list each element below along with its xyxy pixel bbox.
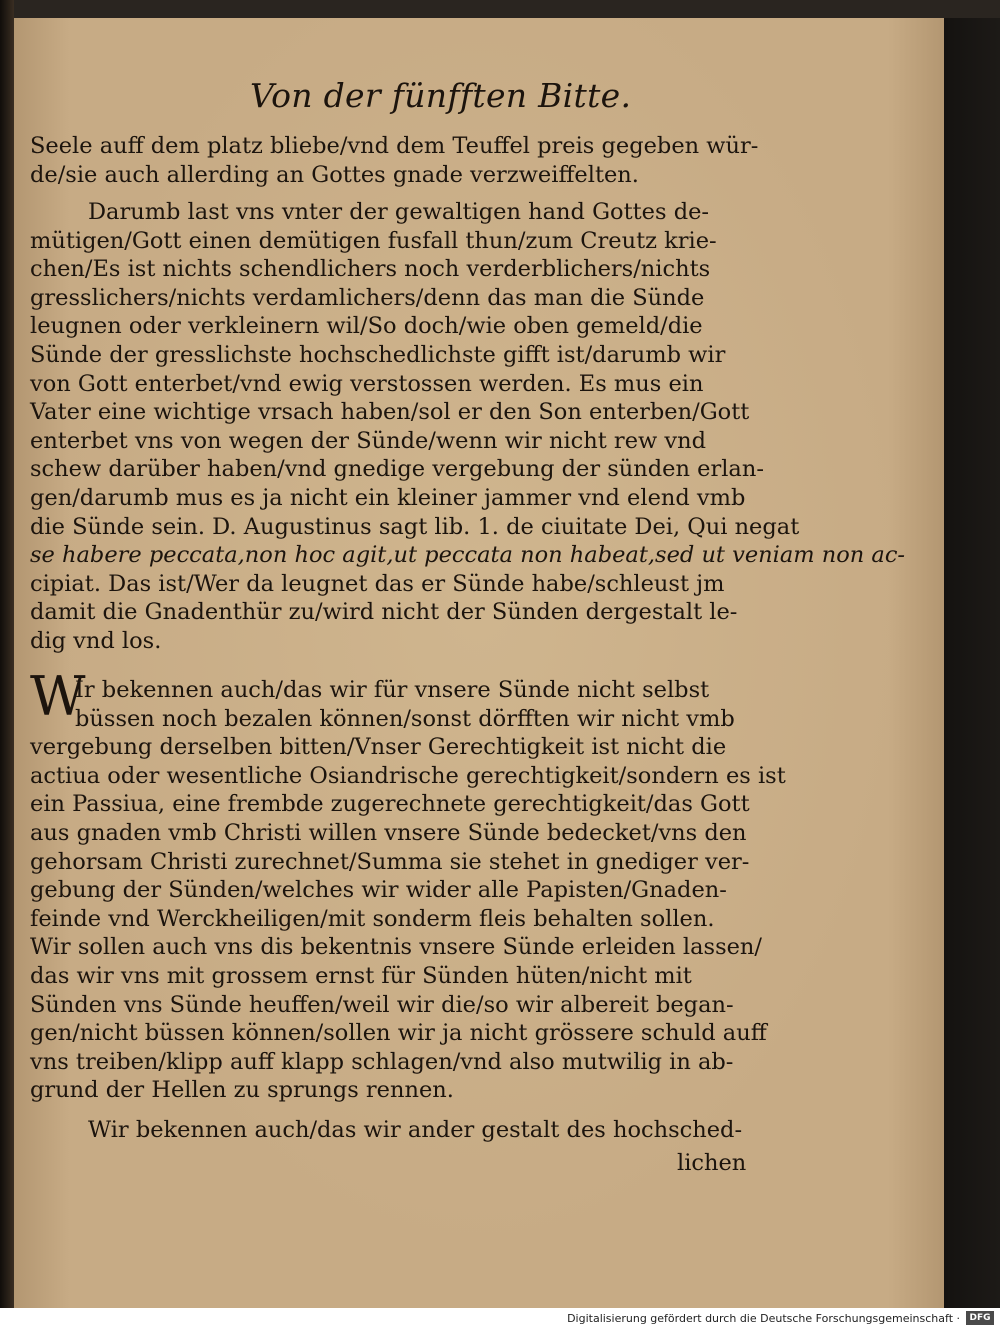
- text-line: ein Passiua, eine frembde zugerechnete gerechtigkeit/das Gott: [30, 791, 750, 818]
- text-line: vergebung derselben bitten/Vnser Gerechtigkeit ist nicht die: [30, 734, 727, 761]
- text-line: von Gott enterbet/vnd ewig verstossen werden. Es mus ein: [30, 370, 704, 397]
- funding-credit: Digitalisierung gefördert durch die Deutsche Forschungsgemeinschaft ·: [567, 1312, 960, 1325]
- paragraph-4: [30, 1116, 770, 1145]
- dfg-logo: DFG: [966, 1311, 994, 1325]
- paragraph-1: [30, 132, 770, 189]
- text-line: Seele auff dem platz bliebe/vnd dem Teuffel preis gegeben wür-: [30, 133, 759, 159]
- text-line: gen/nicht büssen können/sollen wir ja nicht grössere schuld auff: [30, 1020, 767, 1047]
- running-header: Von der fünfften Bitte.: [250, 76, 632, 115]
- text-line: Ir bekennen auch/das wir für vnsere Sünde nicht selbst: [75, 677, 710, 703]
- text-line: vns treiben/klipp auff klapp schlagen/vnd also mutwilig in ab-: [30, 1048, 734, 1075]
- text-line: Wir bekennen auch/das wir ander gestalt des hochsched-: [88, 1117, 743, 1143]
- text-line: büssen noch bezalen können/sonst dörfften wir nicht vmb: [75, 705, 735, 732]
- text-line: actiua oder wesentliche Osiandrische gerechtigkeit/sondern es ist: [30, 762, 786, 789]
- text-line: feinde vnd Werckheiligen/mit sonderm fleis behalten sollen.: [30, 905, 715, 932]
- text-line: grund der Hellen zu sprungs rennen.: [30, 1077, 454, 1104]
- text-line: damit die Gnadenthür zu/wird nicht der Sünden dergestalt le-: [30, 599, 738, 626]
- text-line: Sünden vns Sünde heuffen/weil wir die/so wir albereit began-: [30, 991, 734, 1018]
- latin-quote-line: se habere peccata,non hoc agit,ut peccata non habeat,sed ut veniam non ac-: [30, 542, 906, 569]
- text-line: enterbet vns von wegen der Sünde/wenn wir nicht rew vnd: [30, 427, 707, 454]
- text-line: Sünde der gresslichste hochschedlichste gifft ist/darumb wir: [30, 341, 726, 368]
- text-line: gen/darumb mus es ja nicht ein kleiner jammer vnd elend vmb: [30, 484, 746, 511]
- text-line: gehorsam Christi zurechnet/Summa sie stehet in gnediger ver-: [30, 848, 750, 875]
- text-line: de/sie auch allerding an Gottes gnade verzweiffelten.: [30, 161, 639, 188]
- text-line: gresslichers/nichts verdamlichers/denn das man die Sünde: [30, 284, 705, 311]
- paragraph-3: [30, 676, 786, 1105]
- catchword: lichen: [677, 1150, 747, 1176]
- scan-right-edge: [944, 18, 1000, 1308]
- text-line: mütigen/Gott einen demütigen fusfall thun/zum Creutz krie-: [30, 227, 717, 254]
- paragraph-2: [30, 198, 906, 656]
- drop-cap-initial: W: [30, 665, 86, 728]
- book-binding-shadow: [0, 0, 14, 1308]
- text-line: Vater eine wichtige vrsach haben/sol er den Son enterben/Gott: [30, 399, 750, 426]
- text-line: das wir vns mit grossem ernst für Sünden hüten/nicht mit: [30, 962, 692, 989]
- text-line: dig vnd los.: [30, 627, 162, 654]
- text-line: Wir sollen auch vns dis bekentnis vnsere Sünde erleiden lassen/: [30, 934, 762, 961]
- text-line: chen/Es ist nichts schendlichers noch verderblichers/nichts: [30, 256, 711, 283]
- text-line: gebung der Sünden/welches wir wider alle Papisten/Gnaden-: [30, 877, 727, 904]
- text-line: die Sünde sein. D. Augustinus sagt lib. 1. de ciuitate Dei, Qui negat: [30, 513, 800, 540]
- text-line: Darumb last vns vnter der gewaltigen hand Gottes de-: [88, 199, 710, 225]
- text-line: cipiat. Das ist/Wer da leugnet das er Sünde habe/schleust jm: [30, 570, 725, 597]
- text-line: schew darüber haben/vnd gnedige vergebung der sünden erlan-: [30, 456, 764, 483]
- text-line: leugnen oder verkleinern wil/So doch/wie oben gemeld/die: [30, 313, 703, 340]
- text-line: aus gnaden vmb Christi willen vnsere Sünde bedecket/vns den: [30, 819, 747, 846]
